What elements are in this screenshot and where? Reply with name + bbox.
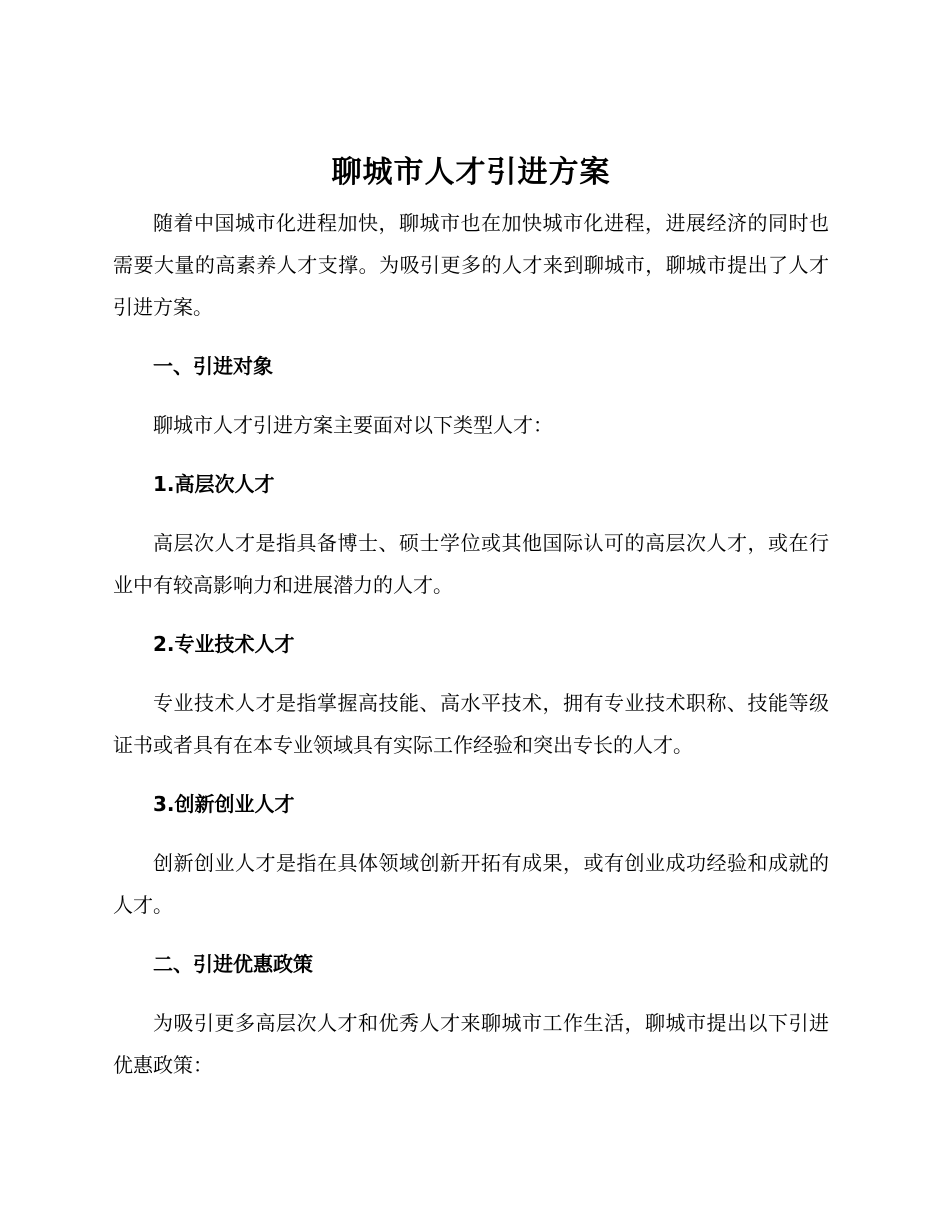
section-heading-targets: 一、引进对象	[153, 354, 273, 378]
policies-lead-paragraph: 为吸引更多高层次人才和优秀人才来聊城市工作生活，聊城市提出以下引进优惠政策：	[113, 1011, 829, 1077]
subheading-technical-talent: 2.专业技术人才	[153, 632, 295, 656]
subheading-high-level-talent: 1.高层次人才	[153, 472, 275, 496]
entrepreneurial-talent-paragraph: 创新创业人才是指在具体领域创新开拓有成果，或有创业成功经验和成就的人才。	[113, 851, 829, 917]
technical-talent-paragraph: 专业技术人才是指掌握高技能、高水平技术，拥有专业技术职称、技能等级证书或者具有在本专业领域具有实际工作经验和突出专长的人才。	[113, 691, 829, 757]
document-body	[113, 148, 829, 1103]
subheading-entrepreneurial-talent: 3.创新创业人才	[153, 792, 295, 816]
high-level-talent-paragraph: 高层次人才是指具备博士、硕士学位或其他国际认可的高层次人才，或在行业中有较高影响力和进展潜力的人才。	[113, 531, 829, 597]
section-heading-policies: 二、引进优惠政策	[153, 952, 313, 976]
intro-paragraph: 随着中国城市化进程加快，聊城市也在加快城市化进程，进展经济的同时也需要大量的高素养人才支撑。为吸引更多的人才来到聊城市，聊城市提出了人才引进方案。	[113, 211, 829, 319]
targets-lead-paragraph: 聊城市人才引进方案主要面对以下类型人才：	[153, 413, 553, 437]
document-title: 聊城市人才引进方案	[331, 155, 611, 190]
